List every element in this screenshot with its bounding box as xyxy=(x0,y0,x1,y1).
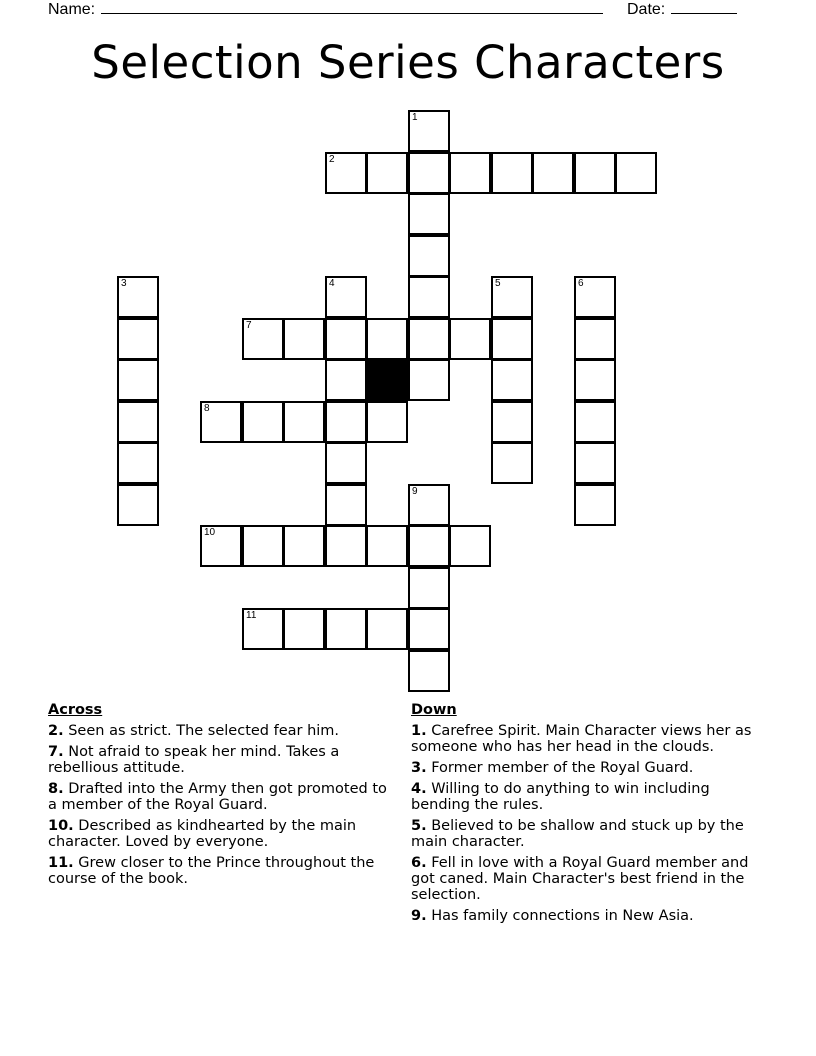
grid-cell[interactable] xyxy=(574,401,616,443)
down-clues xyxy=(411,702,773,929)
grid-cell[interactable] xyxy=(117,318,159,360)
grid-cell[interactable] xyxy=(532,152,574,194)
grid-cell[interactable] xyxy=(574,318,616,360)
grid-cell[interactable] xyxy=(574,276,616,318)
clue-text: Grew closer to the Prince throughout the course of the book. xyxy=(48,855,375,887)
grid-cell[interactable] xyxy=(325,608,367,650)
grid-cell[interactable] xyxy=(117,276,159,318)
clue-number: 10 xyxy=(204,527,216,538)
grid-cell[interactable] xyxy=(242,318,284,360)
grid-cell[interactable] xyxy=(325,276,367,318)
down-clue xyxy=(411,781,773,813)
clue-number: 1 xyxy=(412,112,418,123)
across-clue xyxy=(48,818,398,850)
down-clue xyxy=(411,760,773,776)
grid-cell[interactable] xyxy=(574,359,616,401)
name-label: Name: xyxy=(48,1,96,18)
clue-number: 2 xyxy=(329,154,335,165)
clue-number: 9 xyxy=(412,486,418,497)
clue-number-label: 8. xyxy=(48,781,64,797)
grid-cell[interactable] xyxy=(325,484,367,526)
clue-number-label: 7. xyxy=(48,744,64,760)
across-clue xyxy=(48,744,398,776)
grid-cell[interactable] xyxy=(200,401,242,443)
clue-number-label: 1. xyxy=(411,723,427,739)
clue-number: 3 xyxy=(121,278,127,289)
grid-cell[interactable] xyxy=(200,525,242,567)
across-clue xyxy=(48,781,398,813)
puzzle-title: Selection Series Characters xyxy=(91,36,725,89)
grid-cell[interactable] xyxy=(283,401,325,443)
grid-cell[interactable] xyxy=(325,525,367,567)
grid-cell[interactable] xyxy=(366,318,408,360)
grid-cell[interactable] xyxy=(408,650,450,692)
clue-number: 8 xyxy=(204,403,210,414)
clue-text: Carefree Spirit. Main Character views her as someone who has her head in the clouds. xyxy=(411,723,752,755)
clue-number-label: 4. xyxy=(411,781,427,797)
clue-number-label: 9. xyxy=(411,908,427,924)
grid-cell[interactable] xyxy=(408,276,450,318)
grid-cell[interactable] xyxy=(117,442,159,484)
down-heading: Down xyxy=(411,702,457,718)
clue-number-label: 5. xyxy=(411,818,427,834)
clue-text: Seen as strict. The selected fear him. xyxy=(68,723,340,739)
grid-cell[interactable] xyxy=(283,318,325,360)
clue-text: Willing to do anything to win including bending the rules. xyxy=(411,781,710,813)
grid-cell[interactable] xyxy=(408,359,450,401)
grid-cell[interactable] xyxy=(408,235,450,277)
across-clue xyxy=(48,723,398,739)
grid-cell[interactable] xyxy=(491,401,533,443)
grid-cell[interactable] xyxy=(449,318,491,360)
grid-cell[interactable] xyxy=(325,442,367,484)
grid-cell[interactable] xyxy=(325,401,367,443)
grid-cell[interactable] xyxy=(283,608,325,650)
grid-cell[interactable] xyxy=(117,484,159,526)
clue-number: 5 xyxy=(495,278,501,289)
date-label: Date: xyxy=(627,1,666,18)
clue-number-label: 3. xyxy=(411,760,427,776)
grid-cell[interactable] xyxy=(574,442,616,484)
grid-cell[interactable] xyxy=(574,152,616,194)
grid-cell[interactable] xyxy=(408,110,450,152)
grid-cell[interactable] xyxy=(242,608,284,650)
grid-cell[interactable] xyxy=(283,525,325,567)
grid-cell[interactable] xyxy=(242,401,284,443)
down-clue-list xyxy=(411,723,773,924)
grid-cell[interactable] xyxy=(366,152,408,194)
grid-cell[interactable] xyxy=(449,152,491,194)
grid-cell[interactable] xyxy=(574,484,616,526)
blocked-cell xyxy=(366,359,408,401)
grid-cell[interactable] xyxy=(491,318,533,360)
clue-text: Described as kindhearted by the main character. Loved by everyone. xyxy=(48,818,357,850)
clue-text: Former member of the Royal Guard. xyxy=(431,760,694,776)
grid-cell[interactable] xyxy=(449,525,491,567)
across-clue xyxy=(48,855,398,887)
grid-cell[interactable] xyxy=(117,359,159,401)
clue-number: 4 xyxy=(329,278,335,289)
grid-cell[interactable] xyxy=(366,401,408,443)
grid-cell[interactable] xyxy=(408,608,450,650)
clue-text: Believed to be shallow and stuck up by the main character. xyxy=(411,818,744,850)
grid-cell[interactable] xyxy=(325,152,367,194)
clue-number: 11 xyxy=(246,610,257,621)
across-heading: Across xyxy=(48,702,103,718)
grid-cell[interactable] xyxy=(242,525,284,567)
clue-number-label: 6. xyxy=(411,855,427,871)
grid-cell[interactable] xyxy=(408,193,450,235)
clue-text: Has family connections in New Asia. xyxy=(431,908,694,924)
grid-cell[interactable] xyxy=(615,152,657,194)
grid-cell[interactable] xyxy=(491,359,533,401)
clue-number: 6 xyxy=(578,278,584,289)
grid-cell[interactable] xyxy=(491,442,533,484)
down-clue xyxy=(411,723,773,755)
grid-cell[interactable] xyxy=(491,152,533,194)
grid-cell[interactable] xyxy=(408,567,450,609)
clue-text: Drafted into the Army then got promoted to a member of the Royal Guard. xyxy=(48,781,387,813)
down-clue xyxy=(411,908,773,924)
grid-cell[interactable] xyxy=(491,276,533,318)
down-clue xyxy=(411,855,773,903)
clue-text: Not afraid to speak her mind. Takes a rebellious attitude. xyxy=(48,744,340,776)
grid-cell[interactable] xyxy=(408,484,450,526)
grid-cell[interactable] xyxy=(408,152,450,194)
grid-cell[interactable] xyxy=(408,318,450,360)
clue-number-label: 11. xyxy=(48,855,74,871)
across-clue-list xyxy=(48,723,398,887)
clue-number-label: 2. xyxy=(48,723,64,739)
grid-cell[interactable] xyxy=(325,359,367,401)
grid-cell[interactable] xyxy=(366,525,408,567)
down-clue xyxy=(411,818,773,850)
grid-cell[interactable] xyxy=(117,401,159,443)
across-clues xyxy=(48,702,398,892)
clue-text: Fell in love with a Royal Guard member and got caned. Main Character's best friend in the selection. xyxy=(411,855,749,903)
clue-number: 7 xyxy=(246,320,252,331)
grid-cell[interactable] xyxy=(325,318,367,360)
grid-cell[interactable] xyxy=(366,608,408,650)
grid-cell[interactable] xyxy=(408,525,450,567)
clue-number-label: 10. xyxy=(48,818,74,834)
